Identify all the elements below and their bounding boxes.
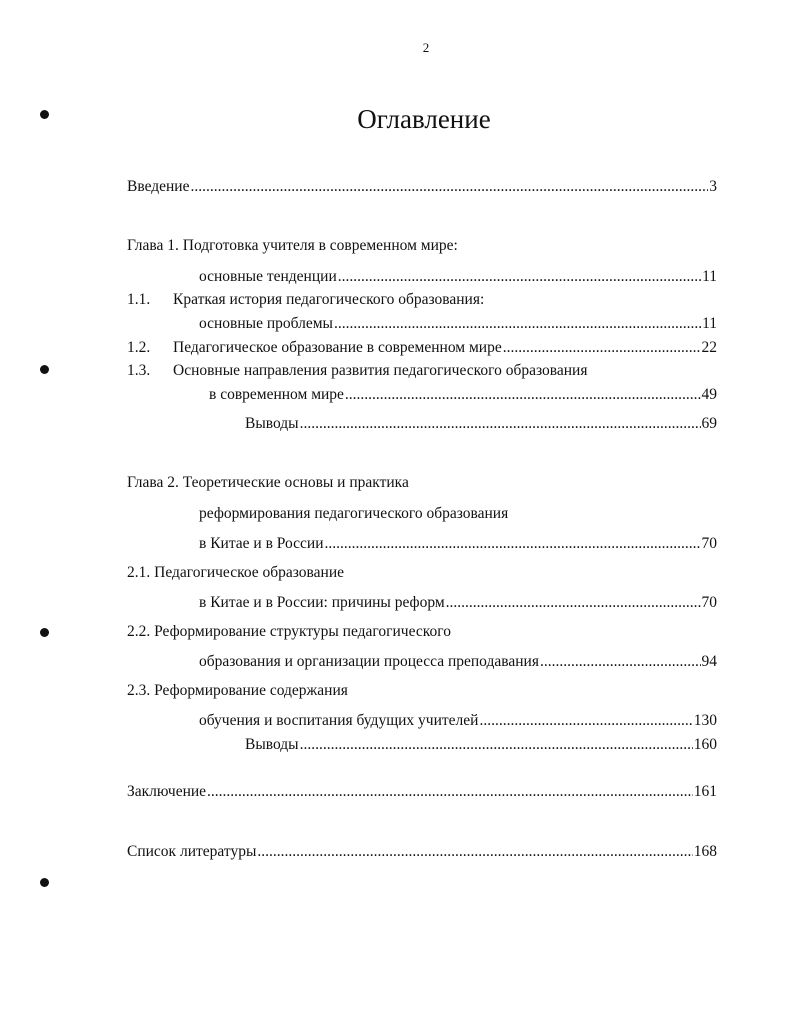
toc-leader-dots (300, 734, 693, 756)
toc-section-2-3 (127, 680, 717, 702)
toc-entry-page: 11 (702, 315, 717, 332)
punch-hole-bullet (40, 365, 49, 374)
toc-chapter-heading: Глава 1. Подготовка учителя в современном мире: (127, 237, 458, 254)
punch-hole-bullet (40, 628, 49, 637)
toc-chapter1-heading (127, 235, 717, 257)
punch-hole-bullet (40, 878, 49, 887)
page-title: Оглавление (357, 104, 491, 134)
toc-entry-text: 2.2. Реформирование структуры педагогического (127, 623, 451, 640)
toc-section-2-2 (127, 621, 717, 643)
toc-chapter2-heading-line2 (127, 503, 717, 525)
toc-entry-text: в Китае и в России: причины реформ (199, 594, 445, 611)
toc-chapter2-conclusions (127, 734, 717, 756)
toc-leader-dots (479, 710, 692, 732)
toc-leader-dots (257, 841, 692, 863)
toc-entry-page: 49 (701, 386, 717, 403)
toc-entry-text: Выводы (245, 736, 299, 753)
toc-entry-text: обучения и воспитания будущих учителей (199, 712, 479, 729)
toc-entry-text: Список литературы (127, 843, 257, 860)
toc-entry-page: 94 (701, 653, 717, 670)
toc-section-1-2 (127, 337, 717, 359)
toc-entry-page: 70 (701, 535, 717, 552)
toc-leader-dots (338, 266, 701, 288)
toc-entry-text: Педагогическое образование в современном мире (173, 339, 502, 356)
toc-section-2-2-cont (127, 651, 717, 673)
toc-section-1-1 (127, 289, 717, 311)
toc-chapter1-heading-cont (127, 266, 717, 288)
toc-section-1-1-cont (127, 313, 717, 335)
toc-entry-text: 2.1. Педагогическое образование (127, 564, 345, 581)
toc-chapter1-conclusions (127, 413, 717, 435)
toc-entry-page: 168 (693, 843, 717, 860)
toc-section-1-3-cont (127, 384, 717, 406)
toc-leader-dots (207, 781, 693, 803)
toc-entry-page: 130 (693, 712, 717, 729)
toc-entry-text: в современном мире (209, 386, 344, 403)
toc-section-number: 1.2. (127, 339, 151, 356)
toc-entry-text: Введение (127, 178, 190, 195)
page-number: 2 (422, 40, 430, 55)
toc-entry-page: 160 (693, 736, 717, 753)
toc-entry-page: 69 (701, 415, 717, 432)
toc-entry-text: образования и организации процесса преподавания (199, 653, 539, 670)
toc-entry-text: в Китае и в России (199, 535, 324, 552)
toc-section-2-3-cont (127, 710, 717, 732)
toc-leader-dots (540, 651, 701, 673)
toc-entry-text: основные тенденции (199, 268, 337, 285)
toc-section-1-3 (127, 360, 717, 382)
toc-leader-dots (300, 413, 701, 435)
toc-chapter-heading: Глава 2. Теоретические основы и практика (127, 474, 409, 491)
toc-entry-text: 2.3. Реформирование содержания (127, 682, 348, 699)
toc-chapter2-heading-line3 (127, 533, 717, 555)
toc-entry-conclusion (127, 781, 717, 803)
toc-chapter-heading: реформирования педагогического образования (199, 505, 509, 522)
toc-leader-dots (190, 176, 708, 198)
toc-entry-text: Краткая история педагогического образования: (173, 291, 485, 308)
toc-leader-dots (446, 592, 701, 614)
toc-entry-text: Заключение (127, 783, 207, 800)
toc-entry-text: Основные направления развития педагогического образования (173, 362, 588, 379)
toc-entry-page: 22 (701, 339, 717, 356)
toc-entry-page: 70 (701, 594, 717, 611)
toc-leader-dots (334, 313, 701, 335)
toc-entry-text: Выводы (245, 415, 299, 432)
toc-entry-bibliography (127, 841, 717, 863)
toc-entry-page: 3 (709, 178, 717, 195)
toc-entry-page: 11 (702, 268, 717, 285)
toc-section-2-1-cont (127, 592, 717, 614)
toc-leader-dots (503, 337, 701, 359)
toc-leader-dots (345, 384, 701, 406)
toc-entry-text: основные проблемы (199, 315, 333, 332)
toc-section-number: 1.3. (127, 362, 151, 379)
toc-leader-dots (325, 533, 701, 555)
toc-section-2-1 (127, 562, 717, 584)
toc-entry-introduction (127, 176, 717, 198)
toc-entry-page: 161 (693, 783, 717, 800)
toc-chapter2-heading (127, 472, 717, 494)
toc-section-number: 1.1. (127, 291, 151, 308)
